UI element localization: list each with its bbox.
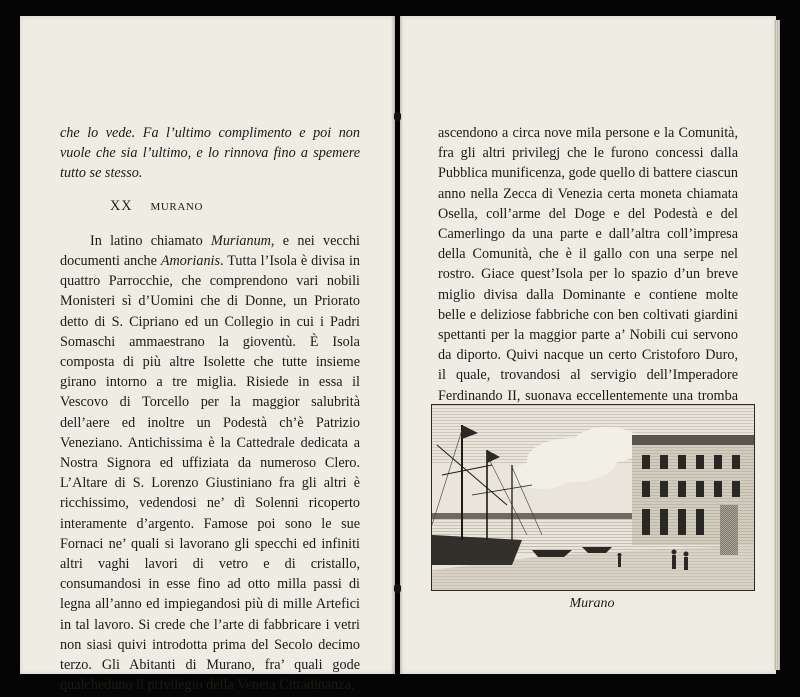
section-number: XX: [110, 197, 133, 214]
body-text-segment: . Tutta l’Isola è divisa in quattro Parrocchie, che comprendono vari nobili Monisteri sì d’Uomini che di Donne, un Priorato detto di S. Cipriano ed un Collegio in cui i Padri Somaschi ammaestrano la gioventù. È Isola composta di più altre Isolette che tutte insieme girano intorno a tre miglia. Risiede in essa il Vescovo di Torcello per la maggior salubrità dell’aere ed inoltre un Podestà ch’è Patrizio Veneziano. Antichissima è la Cattedrale dedicata a Nostra Signora ed uffiziata da numeroso Clero. L’Altare di S. Lorenzo Giustiniano fra gli altri è ricchissimo, vedendosi ne’ dì Solenni ricoperto interamente d’argento. Famose poi sono le sue Fornaci ne’ quali si lavorano gli specchi ed infiniti altri vaghi lavori di vetro e di cristallo, consumandosi in esse fino ad otto milla passi di legna all’anno ed impiegandosi più di mille Artefici in tal lavoro. Si crede che l’arte di fabbricare i vetri non siasi quivi introdotta prima del Secolo decimo terzo. Gli Abitanti di Murano, fra’ quali gode qualcheduno il privilegio della Veneta Cittadinanza,: [60, 253, 361, 694]
section-title: MURANO: [150, 200, 203, 213]
section-heading: [110, 196, 360, 217]
latin-name-amorianis: Amorianis: [160, 253, 221, 270]
intro-italic-paragraph: che lo vede. Fa l’ultimo complimento e poi non vuole che sia l’ultimo, e lo rinnova fino a spemere tutto se stesso.: [60, 125, 360, 182]
body-text-segment: In latino chiamato: [90, 232, 212, 249]
engraving-illustration: [432, 405, 754, 590]
body-paragraph: [60, 231, 360, 696]
left-page-text: [60, 123, 360, 695]
binding-stitch: [394, 112, 401, 121]
illustration-caption: Murano: [569, 596, 615, 611]
right-page-text: [438, 123, 738, 426]
body-paragraph-continued: ascendono a circa nove mila persone e la Comunità, fra gli altri privilegj che le furono concessi dalla Pubblica munificenza, gode quello di battere ciascun anno nella Zecca di Venezia certa moneta chiamata Osella, coll’arme del Doge e del Podestà e del Camerlingo da una parte e dall’altra coll’impresa della Comunità, che è il gallo con una serpe nel rostro. Giace quest’Isola per lo spazio d’un breve miglio divisa dalla Dominante e contiene molte belle e deliziose fabbriche con ben coltivati giardini spettanti per la maggior parte a’ Nobili cui servono da diporto. Quivi nacque un certo Cristoforo Duro, il quale, trovandosi al servigio dell’Imperadore Ferdinando II, suonava eccellentemente una tromba: [438, 125, 738, 404]
page-edges: [774, 20, 780, 670]
body-text-segment: , e nei vecchi documenti anche: [60, 232, 360, 270]
binding-stitch: [394, 584, 401, 593]
latin-name-murianum: Murianum: [211, 232, 271, 249]
murano-engraving: [431, 404, 755, 591]
